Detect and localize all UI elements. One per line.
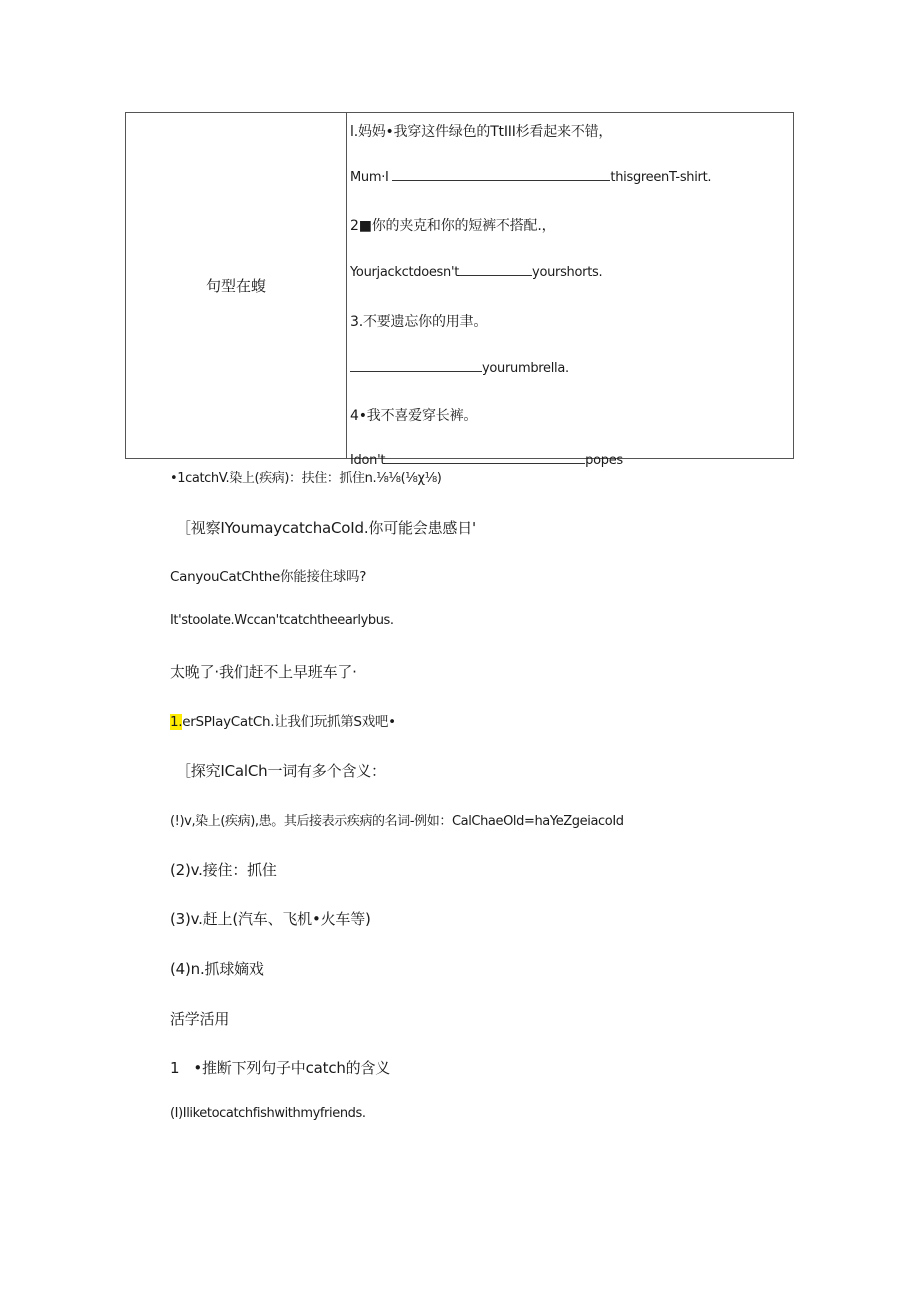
table-line-4: Yourjackctdoesn't yourshorts. xyxy=(350,265,603,280)
example-4: 1.erSPlayCatCh.让我们玩抓第S戏吧• xyxy=(170,714,396,730)
table-line-5: 3.不要遗忘你的用聿。 xyxy=(350,314,488,330)
meaning-3: (3)v.赶上(汽车、飞机•火车等) xyxy=(170,910,371,928)
highlighted-number: 1. xyxy=(170,714,183,730)
catch-definition: •1catchV.染上(疾病)：扶住：抓住n.⅛⅛(⅛χ⅛) xyxy=(170,471,442,486)
meaning-1: (!)v,染上(疾病),患。其后接表示疾病的名词-例如：CalChaeOld=haYeZgeiacoId xyxy=(170,814,624,829)
practice-heading: 活学活用 xyxy=(170,1010,230,1028)
fill-blank[interactable] xyxy=(459,263,532,276)
meaning-4: (4)n.抓球嫡戏 xyxy=(170,960,264,978)
fill-blank[interactable] xyxy=(385,451,585,464)
table-left-label: 句型在蝮 xyxy=(205,277,266,295)
exercise-instruction: 1 •推断下列句子中catch的含义 xyxy=(170,1059,391,1077)
exercise-item-1: (I)Iliketocatchfishwithmyfriends. xyxy=(170,1106,366,1121)
fill-blank[interactable] xyxy=(392,168,610,181)
table-line-1: l.妈妈•我穿这件绿色的TtIII杉看起来不错， xyxy=(350,124,613,140)
example-2: CanyouCatChthe你能接住球吗? xyxy=(170,569,367,585)
example-3-translation: 太晚了·我们赶不上早班车了· xyxy=(170,663,357,681)
meaning-2: (2)v.接住：抓住 xyxy=(170,861,277,879)
table-line-8: Idon't popes xyxy=(350,453,623,468)
table-right-cell xyxy=(350,113,793,468)
table-line-6: yourumbrella. xyxy=(350,359,569,376)
observe-example-1: ［视察IYoumaycatchaCoId.你可能会患感日' xyxy=(176,519,476,537)
table-column-divider xyxy=(346,113,347,458)
example-3: It'stoolate.Wccan'tcatchtheearlybus. xyxy=(170,613,394,628)
sentence-pattern-table xyxy=(125,112,794,468)
table-line-7: 4•我不喜爱穿长裤。 xyxy=(350,408,478,424)
table-line-2: Mum·I thisgreenT-shirt. xyxy=(350,170,712,185)
table-line-3: 2■你的夹克和你的短裤不搭配.， xyxy=(350,218,556,234)
explore-heading: ［探究ICalCh一词有多个含义： xyxy=(176,762,386,780)
fill-blank[interactable] xyxy=(350,359,482,372)
